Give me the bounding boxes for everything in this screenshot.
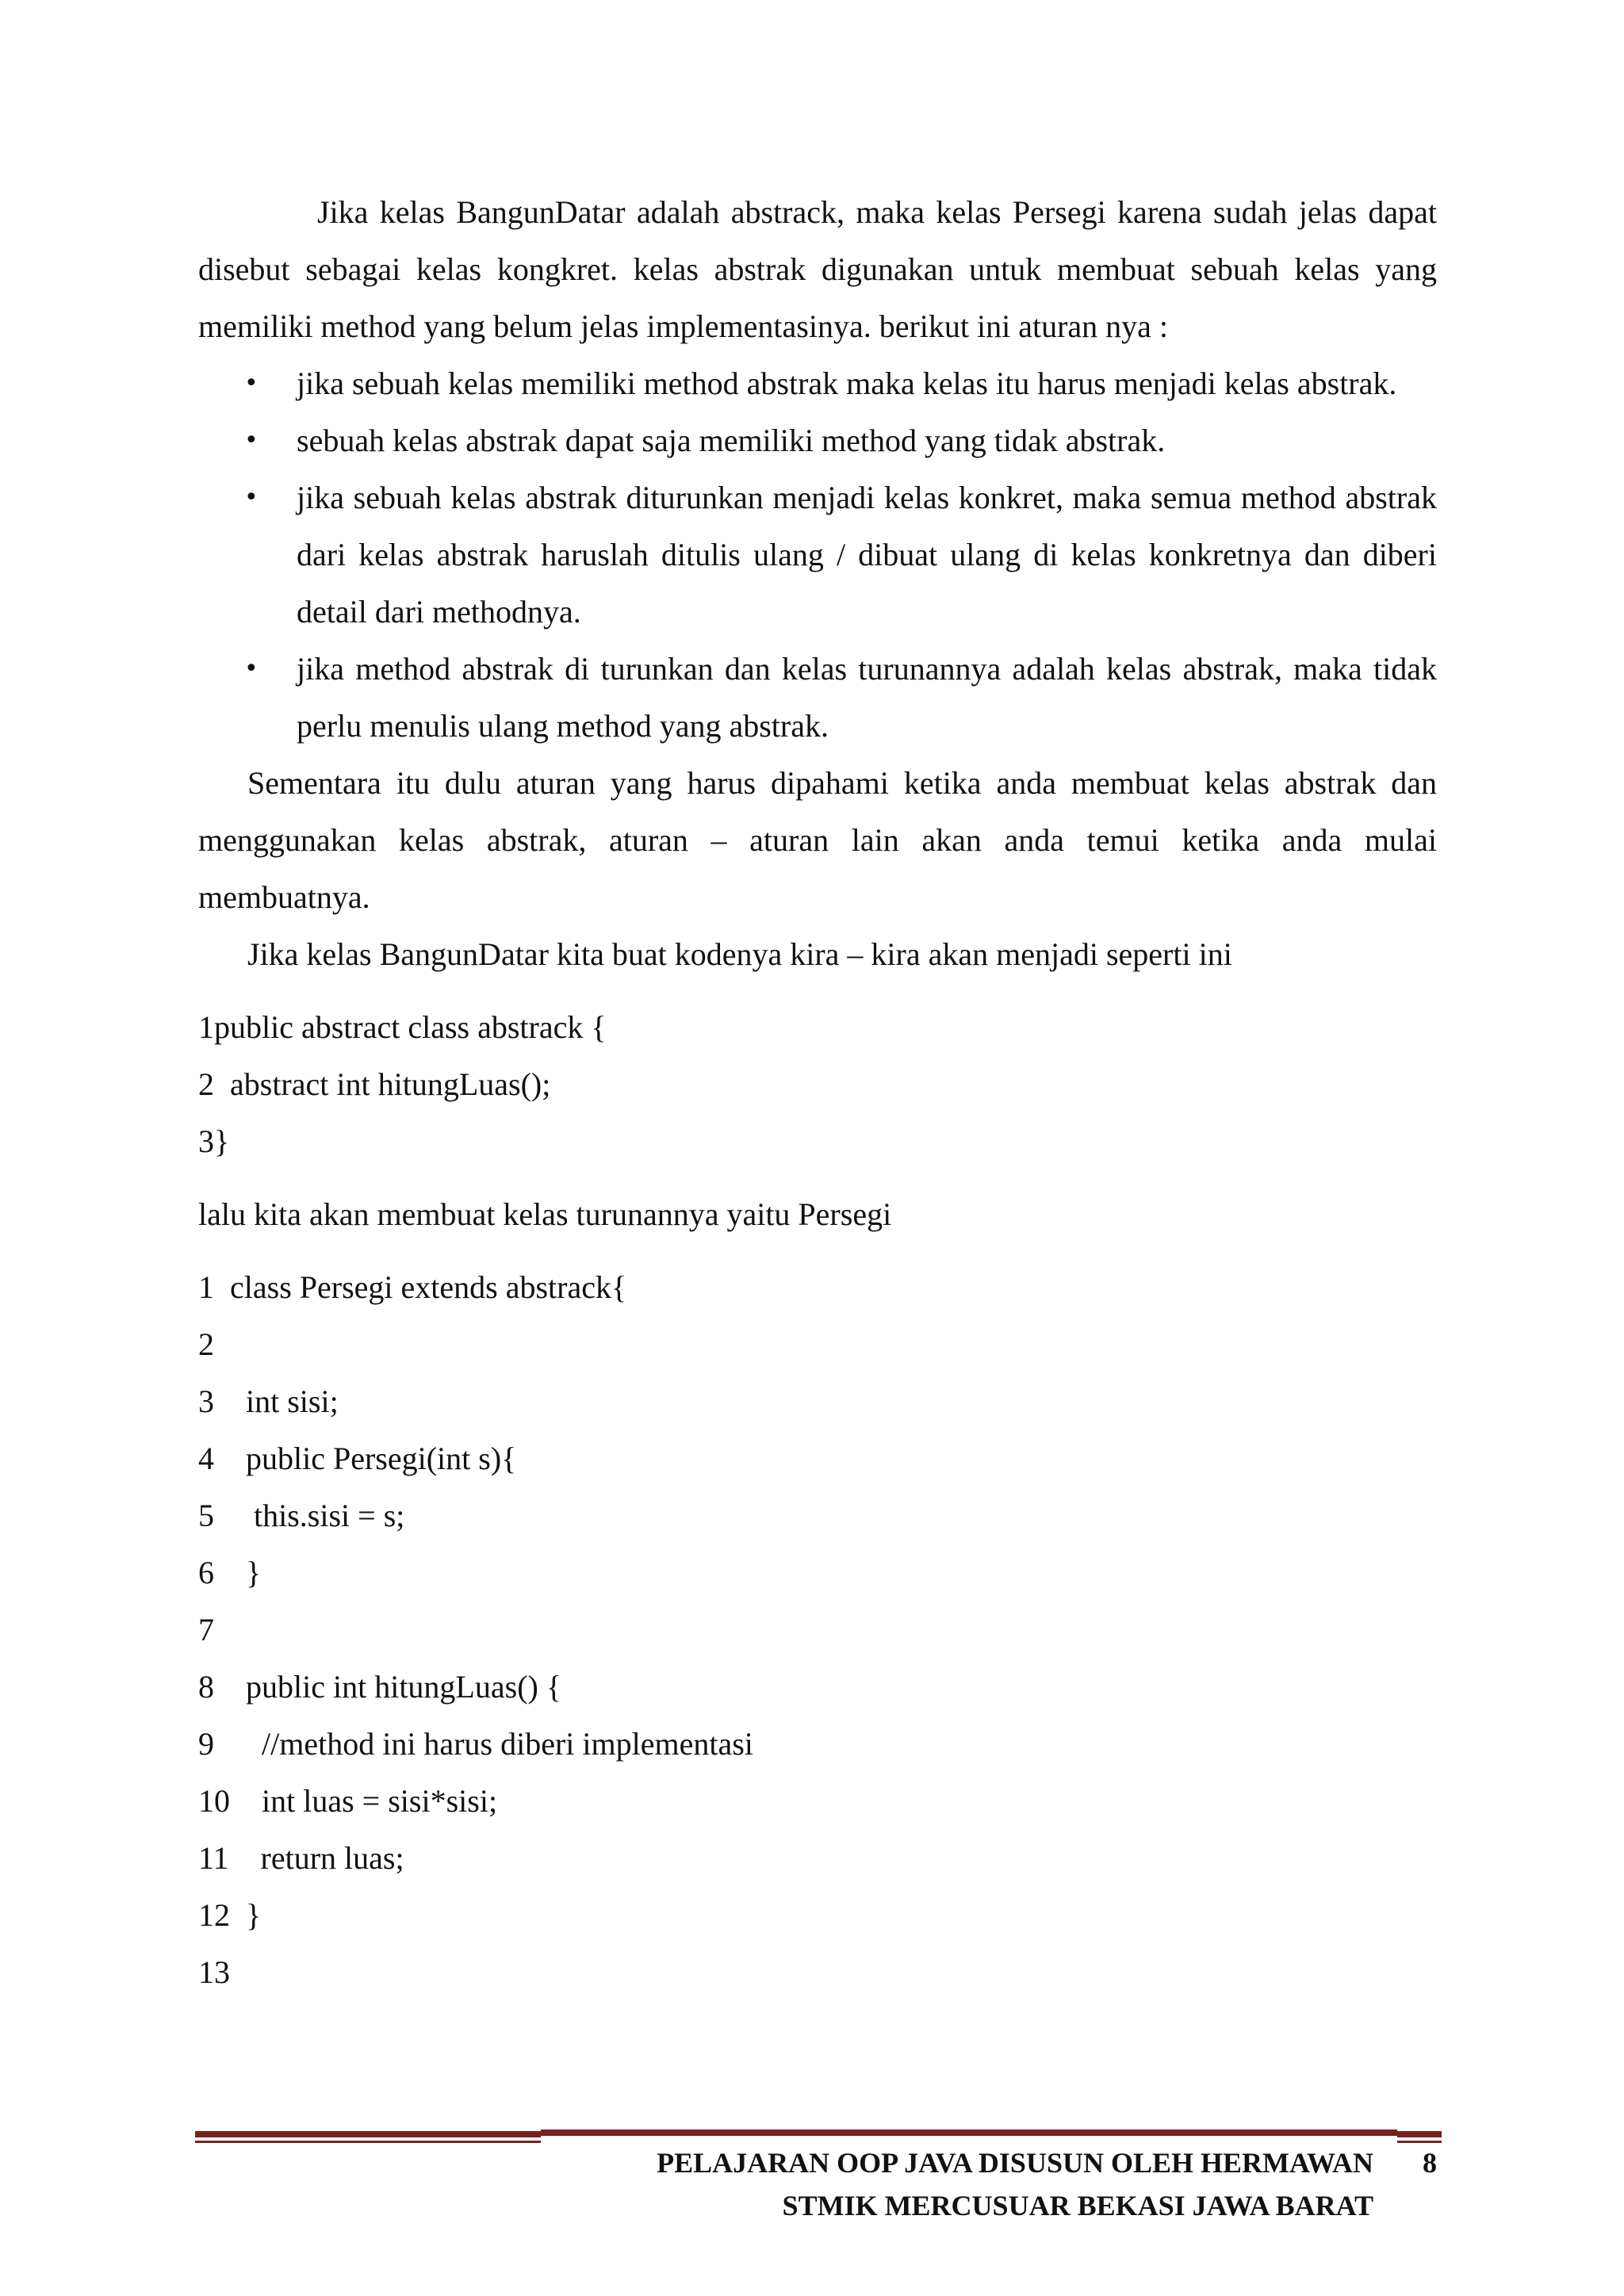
bullet-icon: •	[244, 369, 259, 397]
rule-item	[198, 641, 1437, 755]
rule-text: jika sebuah kelas abstrak diturunkan menjadi kelas konkret, maka semua method abstrak dari kelas abstrak haruslah ditulis ulang / dibuat ulang di kelas konkretnya dan diberi detail dari methodnya.	[297, 480, 1437, 629]
footer-divider-left-thin	[195, 2141, 541, 2143]
code-line: 7	[198, 1612, 214, 1647]
rule-item	[198, 412, 1437, 469]
code-line: 13	[198, 1954, 230, 1990]
rule-item	[198, 469, 1437, 641]
rule-text: jika method abstrak di turunkan dan kelas turunannya adalah kelas abstrak, maka tidak perlu menulis ulang method yang abstrak.	[297, 651, 1437, 744]
code-line: 2	[198, 1326, 214, 1362]
code-block-persegi-class	[198, 1259, 1437, 2001]
code-line: 9 //method ini harus diberi implementasi	[198, 1726, 753, 1762]
footer-divider-main	[541, 2130, 1397, 2136]
summary-paragraph: Sementara itu dulu aturan yang harus dipahami ketika anda membuat kelas abstrak dan menggunakan kelas abstrak, aturan – aturan lain akan anda temui ketika anda mulai membuatnya.	[198, 765, 1437, 915]
code-block-abstract-class	[198, 999, 1437, 1170]
rule-item	[198, 355, 1437, 412]
rule-text: jika sebuah kelas memiliki method abstrak maka kelas itu harus menjadi kelas abstrak.	[297, 365, 1397, 401]
footer-institution-line: STMIK MERCUSUAR BEKASI JAWA BARAT	[782, 2190, 1373, 2221]
code-line: 11 return luas;	[198, 1840, 404, 1876]
code-intro-paragraph: Jika kelas BangunDatar kita buat kodenya kira – kira akan menjadi seperti ini	[247, 936, 1232, 972]
footer-author-line: PELAJARAN OOP JAVA DISUSUN OLEH HERMAWAN	[657, 2147, 1373, 2179]
rules-list	[198, 355, 1437, 755]
code-line: 8 public int hitungLuas() {	[198, 1669, 562, 1705]
intro-paragraph: Jika kelas BangunDatar adalah abstrack, maka kelas Persegi karena sudah jelas dapat disebut sebagai kelas kongkret. kelas abstrak digunakan untuk membuat sebuah kelas yang memiliki method yang belum jelas implementasinya. berikut ini aturan nya :	[198, 194, 1437, 344]
footer-divider-right	[1397, 2131, 1442, 2137]
code-line: 6 }	[198, 1555, 262, 1590]
page-content	[198, 184, 1437, 2001]
code-line: 3}	[198, 1123, 230, 1159]
bullet-icon: •	[244, 427, 259, 454]
code-line: 1 class Persegi extends abstrack{	[198, 1269, 627, 1305]
bullet-icon: •	[244, 484, 259, 511]
code-line: 5 this.sisi = s;	[198, 1498, 405, 1533]
page-number: 8	[1423, 2147, 1437, 2179]
code-line: 12 }	[198, 1897, 262, 1933]
code-line: 3 int sisi;	[198, 1383, 339, 1419]
footer-divider-left	[195, 2131, 541, 2137]
code-line: 10 int luas = sisi*sisi;	[198, 1783, 498, 1819]
code-line: 4 public Persegi(int s){	[198, 1441, 517, 1476]
bullet-icon: •	[244, 655, 259, 683]
rule-text: sebuah kelas abstrak dapat saja memiliki method yang tidak abstrak.	[297, 423, 1166, 458]
code-line: 2 abstract int hitungLuas();	[198, 1066, 551, 1102]
subclass-intro-paragraph: lalu kita akan membuat kelas turunannya yaitu Persegi	[198, 1196, 892, 1232]
code-line: 1public abstract class abstrack {	[198, 1009, 607, 1045]
